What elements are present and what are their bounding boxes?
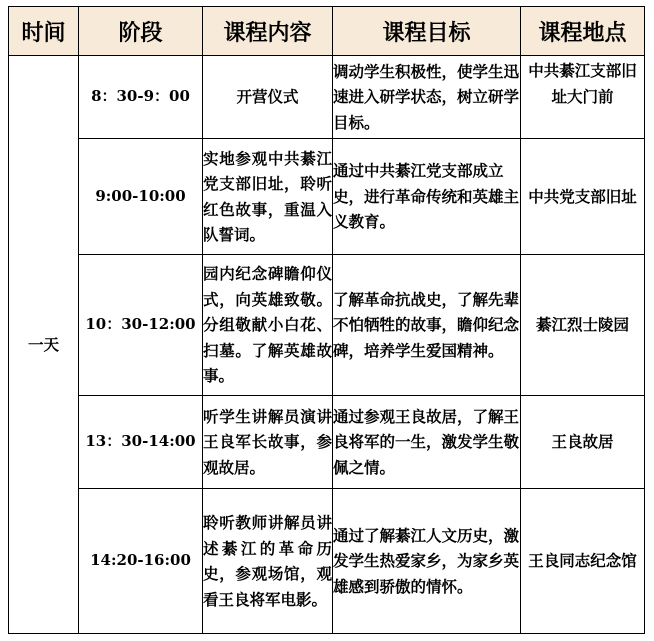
- content-cell: 开营仪式: [203, 56, 333, 139]
- goal-cell: 通过中共綦江党支部成立史，进行革命传统和英雄主义教育。: [333, 139, 521, 255]
- time-cell: 9:00-10:00: [79, 139, 203, 255]
- header-stage: 阶段: [79, 7, 203, 56]
- goal-cell: 调动学生积极性，使学生迅速进入研学状态，树立研学目标。: [333, 56, 521, 139]
- schedule-sheet: [8, 6, 645, 634]
- location-cell: 中共綦江支部旧址大门前: [521, 56, 645, 139]
- time-cell: 13：30-14:00: [79, 396, 203, 489]
- content-cell: 听学生讲解员演讲王良军长故事，参观故居。: [203, 396, 333, 489]
- day-cell: 一天: [9, 56, 79, 634]
- header-goal: 课程目标: [333, 7, 521, 56]
- location-cell: 綦江烈士陵园: [521, 255, 645, 396]
- schedule-table: [8, 6, 645, 634]
- content-cell: 园内纪念碑瞻仰仪式，向英雄致敬。分组敬献小白花、扫墓。了解英雄故事。: [203, 255, 333, 396]
- header-content: 课程内容: [203, 7, 333, 56]
- time-cell: 14:20-16:00: [79, 489, 203, 634]
- content-cell: 聆听教师讲解员讲述綦江的革命历史，参观场馆，观看王良将军电影。: [203, 489, 333, 634]
- header-row: [9, 7, 645, 56]
- table-row: [9, 139, 645, 255]
- goal-cell: 了解革命抗战史，了解先辈不怕牺牲的故事，瞻仰纪念碑，培养学生爱国精神。: [333, 255, 521, 396]
- goal-cell: 通过了解綦江人文历史，激发学生热爱家乡，为家乡英雄感到骄傲的情怀。: [333, 489, 521, 634]
- location-cell: 中共党支部旧址: [521, 139, 645, 255]
- content-cell: 实地参观中共綦江党支部旧址，聆听红色故事，重温入队誓词。: [203, 139, 333, 255]
- location-cell: 王良故居: [521, 396, 645, 489]
- header-time: 时间: [9, 7, 79, 56]
- time-cell: 10：30-12:00: [79, 255, 203, 396]
- table-row: [9, 56, 645, 139]
- table-row: [9, 489, 645, 634]
- location-cell: 王良同志纪念馆: [521, 489, 645, 634]
- time-cell: 8：30-9：00: [79, 56, 203, 139]
- table-row: [9, 255, 645, 396]
- header-location: 课程地点: [521, 7, 645, 56]
- table-row: [9, 396, 645, 489]
- goal-cell: 通过参观王良故居，了解王良将军的一生，激发学生敬佩之情。: [333, 396, 521, 489]
